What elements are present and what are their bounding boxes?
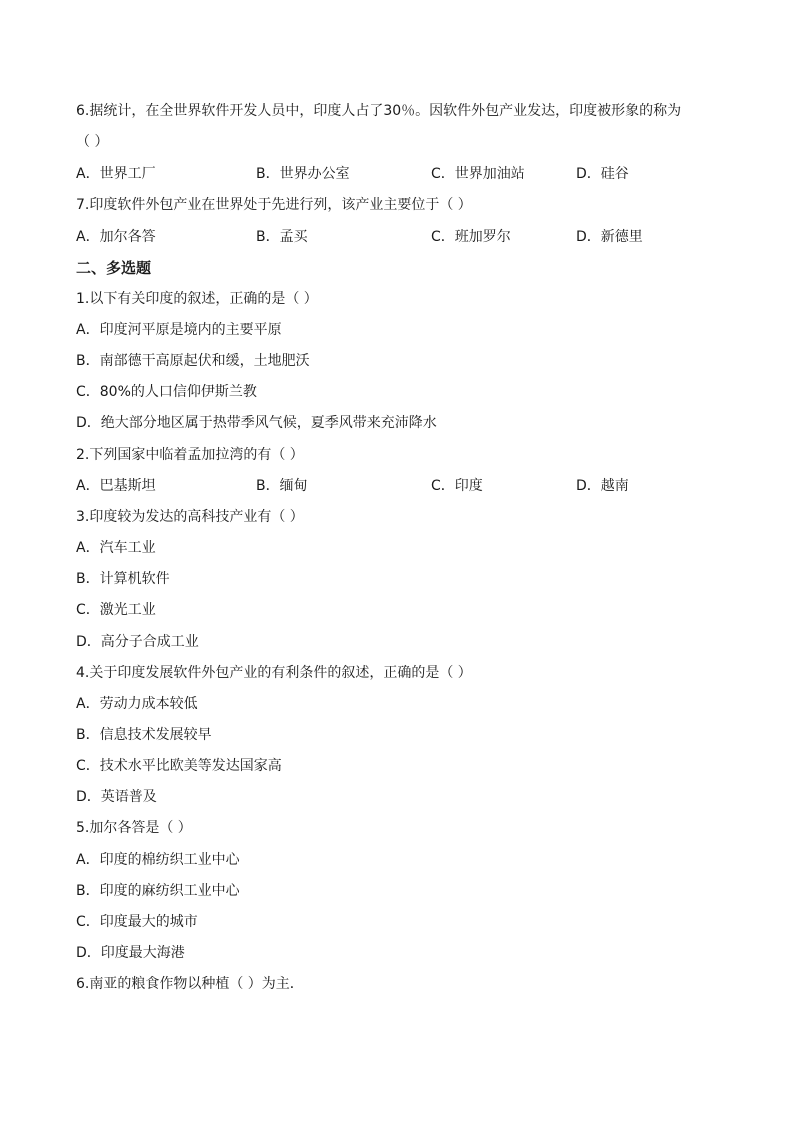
question-6-option-a: A．世界工厂 [76, 166, 156, 182]
multi-question-1-option-d: D．绝大部分地区属于热带季风气候，夏季风带来充沛降水 [76, 415, 437, 431]
multi-question-2-option-c: C．印度 [431, 478, 483, 494]
multi-question-4-option-a: A．劳动力成本较低 [76, 696, 198, 712]
multi-question-1-option-c: C．80%的人口信仰伊斯兰教 [76, 384, 257, 400]
multi-question-2-stem: 2.下列国家中临着孟加拉湾的有（ ） [76, 447, 304, 463]
multi-question-2-option-b: B．缅甸 [256, 478, 308, 494]
question-7-option-b: B．孟买 [256, 229, 308, 245]
multi-question-2-option-a: A．巴基斯坦 [76, 478, 156, 494]
multi-question-1-option-b: B．南部德干高原起伏和缓，土地肥沃 [76, 353, 310, 369]
multi-question-2-option-d: D．越南 [576, 478, 629, 494]
multi-question-4-option-b: B．信息技术发展较早 [76, 727, 212, 743]
multi-question-5-option-b: B．印度的麻纺织工业中心 [76, 883, 240, 899]
multi-question-1-stem: 1.以下有关印度的叙述，正确的是（ ） [76, 291, 318, 307]
multi-question-5-option-c: C．印度最大的城市 [76, 914, 198, 930]
multi-question-3-stem: 3.印度较为发达的高科技产业有（ ） [76, 509, 304, 525]
multi-question-4-option-c: C．技术水平比欧美等发达国家高 [76, 758, 282, 774]
question-6-option-d: D．硅谷 [576, 166, 629, 182]
question-6-stem: 6.据统计，在全世界软件开发人员中，印度人占了30％。因软件外包产业发达，印度被形象的称为 [76, 103, 682, 119]
multi-question-3-option-b: B．计算机软件 [76, 571, 170, 587]
multi-question-3-option-c: C．激光工业 [76, 602, 156, 618]
multi-question-5-stem: 5.加尔各答是（ ） [76, 820, 192, 836]
multi-question-1-option-a: A．印度河平原是境内的主要平原 [76, 322, 282, 338]
question-7-option-d: D．新德里 [576, 229, 643, 245]
question-7-option-a: A．加尔各答 [76, 229, 156, 245]
question-6-option-b: B．世界办公室 [256, 166, 350, 182]
question-7-option-c: C．班加罗尔 [431, 229, 511, 245]
multi-question-3-option-d: D．高分子合成工业 [76, 634, 199, 650]
question-6-option-c: C．世界加油站 [431, 166, 525, 182]
multi-question-5-option-d: D．印度最大海港 [76, 945, 185, 961]
multi-question-5-option-a: A．印度的棉纺织工业中心 [76, 852, 240, 868]
multi-question-3-option-a: A．汽车工业 [76, 540, 156, 556]
multi-question-4-stem: 4.关于印度发展软件外包产业的有利条件的叙述，正确的是（ ） [76, 665, 472, 681]
section-title-multiple-choice: 二、多选题 [76, 259, 152, 277]
question-7-stem: 7.印度软件外包产业在世界处于先进行列，该产业主要位于（ ） [76, 197, 472, 213]
multi-question-4-option-d: D．英语普及 [76, 789, 157, 805]
question-6-stem-continued: （ ） [76, 134, 109, 150]
multi-question-6-stem: 6.南亚的粮食作物以种植（ ）为主． [76, 976, 304, 992]
